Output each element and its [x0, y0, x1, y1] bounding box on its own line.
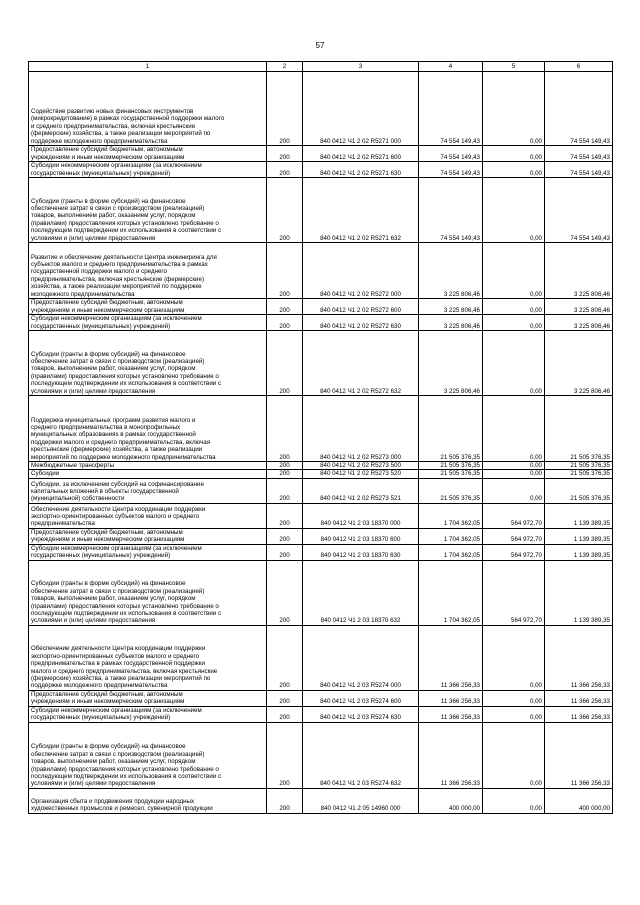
- amount-cell: 11 366 256,33: [419, 625, 483, 690]
- code-cell: 200: [267, 706, 303, 722]
- amount-cell: 11 366 256,33: [545, 690, 613, 706]
- amount-cell: 11 366 256,33: [545, 722, 613, 788]
- table-row: [29, 470, 613, 478]
- code-cell: 200: [267, 243, 303, 299]
- amount-cell: 3 225 806,46: [545, 243, 613, 299]
- table-row: [29, 690, 613, 706]
- amount-cell: 11 366 256,33: [419, 722, 483, 788]
- table-row: [29, 396, 613, 462]
- classification-code-cell: 840 0412 Ч1 2 02 R5272 000: [303, 243, 419, 299]
- budget-table: [28, 61, 613, 814]
- table-body: [29, 72, 613, 814]
- amount-cell: 0,00: [483, 178, 545, 243]
- amount-cell: 74 554 149,43: [419, 146, 483, 162]
- item-name-cell: Субсидии некоммерческим организациям (за исключением государственных (муниципальных) учреждений): [29, 315, 267, 331]
- classification-code-cell: 840 0412 Ч1 2 02 R5273 520: [303, 470, 419, 478]
- amount-cell: 1 139 389,35: [545, 560, 613, 625]
- amount-cell: 3 225 806,46: [545, 315, 613, 331]
- code-cell: 200: [267, 462, 303, 470]
- table-row: [29, 299, 613, 315]
- amount-cell: 1 704 362,05: [419, 503, 483, 528]
- amount-cell: 0,00: [483, 470, 545, 478]
- table-row: [29, 503, 613, 528]
- table-row: [29, 722, 613, 788]
- amount-cell: 3 225 806,46: [419, 331, 483, 396]
- table-row: [29, 706, 613, 722]
- item-name-cell: Субсидии (гранты в форме субсидий) на финансовое обеспечение затрат в связи с производством (реализацией) товаров, выполнением работ, оказанием услуг, порядком (правилами) предоставления которых установлено требование о последующем подтверждении их использования в соответствии с условиями и (или) целями предоставления: [29, 331, 267, 396]
- code-cell: 200: [267, 544, 303, 560]
- amount-cell: 0,00: [483, 299, 545, 315]
- table-row: [29, 162, 613, 178]
- item-name-cell: Поддержка муниципальных программ развития малого и среднего предпринимательства в монопрофильных муниципальных образованиях в рамках государственной поддержки малого и среднего предпринимательства, включая крестьянские (фермерские) хозяйства, а также реализации мероприятий по поддержке молодежного предпринимательства: [29, 396, 267, 462]
- item-name-cell: Предоставление субсидий бюджетным, автономным учреждениям и иным некоммерческим организациям: [29, 690, 267, 706]
- table-row: [29, 72, 613, 146]
- amount-cell: 400 000,00: [419, 788, 483, 813]
- amount-cell: 21 505 376,35: [419, 470, 483, 478]
- code-cell: 200: [267, 722, 303, 788]
- amount-cell: 3 225 806,46: [545, 299, 613, 315]
- item-name-cell: Субсидии некоммерческим организациям (за исключением государственных (муниципальных) учреждений): [29, 162, 267, 178]
- item-name-cell: Развитие и обеспечение деятельности Центра инжиниринга для субъектов малого и среднего предпринимательства в рамках государственной поддержки малого и среднего предпринимательства, включая крестьянские (фермерские) хозяйства, а также реализации мероприятий по поддержке молодежного предпринимательства: [29, 243, 267, 299]
- classification-code-cell: 840 0412 Ч1 2 02 R5271 000: [303, 72, 419, 146]
- code-cell: 200: [267, 162, 303, 178]
- column-header: 4: [419, 62, 483, 72]
- table-row: [29, 625, 613, 690]
- table-row: [29, 560, 613, 625]
- code-cell: 200: [267, 299, 303, 315]
- code-cell: 200: [267, 478, 303, 503]
- column-header: 2: [267, 62, 303, 72]
- item-name-cell: Субсидии (гранты в форме субсидий) на финансовое обеспечение затрат в связи с производством (реализацией) товаров, выполнением работ, оказанием услуг, порядком (правилами) предоставления которых установлено требование о последующем подтверждении их использования в соответствии с условиями и (или) целями предоставления: [29, 560, 267, 625]
- amount-cell: 1 704 362,05: [419, 560, 483, 625]
- code-cell: 200: [267, 315, 303, 331]
- item-name-cell: Обеспечение деятельности Центра координации поддержки экспортно-ориентированных субъектов малого и среднего предпринимательства в рамках государственной поддержки малого и среднего предпринимательства, включая крестьянские (фермерские) хозяйства, а также реализации мероприятий по поддержке молодежного предпринимательства: [29, 625, 267, 690]
- amount-cell: 74 554 149,43: [545, 72, 613, 146]
- amount-cell: 1 139 389,35: [545, 528, 613, 544]
- amount-cell: 0,00: [483, 706, 545, 722]
- amount-cell: 11 366 256,33: [545, 625, 613, 690]
- amount-cell: 74 554 149,43: [419, 162, 483, 178]
- amount-cell: 0,00: [483, 72, 545, 146]
- classification-code-cell: 840 0412 Ч1 2 03 R5274 000: [303, 625, 419, 690]
- item-name-cell: Субсидии, за исключением субсидий на софинансирование капитальных вложений в объекты государственной (муниципальной) собственности: [29, 478, 267, 503]
- amount-cell: 0,00: [483, 788, 545, 813]
- amount-cell: 21 505 376,35: [419, 478, 483, 503]
- item-name-cell: Предоставление субсидий бюджетным, автономным учреждениям и иным некоммерческим организациям: [29, 146, 267, 162]
- table-row: [29, 243, 613, 299]
- amount-cell: 564 972,70: [483, 544, 545, 560]
- code-cell: 200: [267, 72, 303, 146]
- item-name-cell: Субсидии некоммерческим организациям (за исключением государственных (муниципальных) учреждений): [29, 706, 267, 722]
- column-header: 5: [483, 62, 545, 72]
- amount-cell: 11 366 256,33: [419, 706, 483, 722]
- code-cell: 200: [267, 470, 303, 478]
- code-cell: 200: [267, 178, 303, 243]
- table-row: [29, 178, 613, 243]
- table-row: [29, 462, 613, 470]
- classification-code-cell: 840 0412 Ч1 2 02 R5272 632: [303, 331, 419, 396]
- classification-code-cell: 840 0412 Ч1 2 02 R5271 632: [303, 178, 419, 243]
- amount-cell: 0,00: [483, 162, 545, 178]
- classification-code-cell: 840 0412 Ч1 2 02 R5273 500: [303, 462, 419, 470]
- item-name-cell: Предоставление субсидий бюджетным, автономным учреждениям и иным некоммерческим организациям: [29, 528, 267, 544]
- item-name-cell: Содействие развитию новых финансовых инструментов (микрокредитование) в рамках государственной поддержки малого и среднего предпринимательства, включая крестьянские (фермерские) хозяйства, а также реализации мероприятий по поддержке молодежного предпринимательства: [29, 72, 267, 146]
- table-row: [29, 478, 613, 503]
- classification-code-cell: 840 0412 Ч1 2 03 18370 000: [303, 503, 419, 528]
- amount-cell: 1 139 389,35: [545, 503, 613, 528]
- table-row: [29, 544, 613, 560]
- code-cell: 200: [267, 331, 303, 396]
- amount-cell: 0,00: [483, 478, 545, 503]
- code-cell: 200: [267, 528, 303, 544]
- classification-code-cell: 840 0412 Ч1 2 03 R5274 600: [303, 690, 419, 706]
- amount-cell: 74 554 149,43: [545, 162, 613, 178]
- table-header-row: [29, 62, 613, 72]
- classification-code-cell: 840 0412 Ч1 2 03 18370 630: [303, 544, 419, 560]
- item-name-cell: Предоставление субсидий бюджетным, автономным учреждениям и иным некоммерческим организациям: [29, 299, 267, 315]
- classification-code-cell: 840 0412 Ч1 2 02 R5271 630: [303, 162, 419, 178]
- classification-code-cell: 840 0412 Ч1 2 02 R5271 600: [303, 146, 419, 162]
- amount-cell: 0,00: [483, 690, 545, 706]
- amount-cell: 74 554 149,43: [419, 72, 483, 146]
- classification-code-cell: 840 0412 Ч1 2 02 R5273 521: [303, 478, 419, 503]
- amount-cell: 3 225 806,46: [545, 331, 613, 396]
- code-cell: 200: [267, 560, 303, 625]
- amount-cell: 3 225 806,46: [419, 299, 483, 315]
- table-row: [29, 315, 613, 331]
- classification-code-cell: 840 0412 Ч1 2 02 R5273 000: [303, 396, 419, 462]
- amount-cell: 564 972,70: [483, 560, 545, 625]
- amount-cell: 0,00: [483, 722, 545, 788]
- amount-cell: 21 505 376,35: [545, 478, 613, 503]
- amount-cell: 1 704 362,05: [419, 544, 483, 560]
- amount-cell: 21 505 376,35: [419, 396, 483, 462]
- column-header: 3: [303, 62, 419, 72]
- amount-cell: 0,00: [483, 331, 545, 396]
- amount-cell: 74 554 149,43: [419, 178, 483, 243]
- amount-cell: 0,00: [483, 315, 545, 331]
- amount-cell: 21 505 376,35: [545, 396, 613, 462]
- amount-cell: 0,00: [483, 396, 545, 462]
- amount-cell: 11 366 256,33: [419, 690, 483, 706]
- item-name-cell: Субсидии: [29, 470, 267, 478]
- amount-cell: 564 972,70: [483, 503, 545, 528]
- amount-cell: 74 554 149,43: [545, 146, 613, 162]
- amount-cell: 3 225 806,46: [419, 243, 483, 299]
- item-name-cell: Организация сбыта и продвижения продукции народных художественных промыслов и ремесел, сувенирной продукции: [29, 788, 267, 813]
- amount-cell: 3 225 806,46: [419, 315, 483, 331]
- amount-cell: 0,00: [483, 243, 545, 299]
- page-number: 57: [315, 41, 325, 50]
- amount-cell: 21 505 376,35: [545, 462, 613, 470]
- table-row: [29, 146, 613, 162]
- item-name-cell: Межбюджетные трансферты: [29, 462, 267, 470]
- classification-code-cell: 840 0412 Ч1 2 05 14960 000: [303, 788, 419, 813]
- item-name-cell: Обеспечение деятельности Центра координации поддержки экспортно-ориентированных субъектов малого и среднего предпринимательства: [29, 503, 267, 528]
- code-cell: 200: [267, 503, 303, 528]
- amount-cell: 0,00: [483, 146, 545, 162]
- item-name-cell: Субсидии (гранты в форме субсидий) на финансовое обеспечение затрат в связи с производством (реализацией) товаров, выполнением работ, оказанием услуг, порядком (правилами) предоставления которых установлено требование о последующем подтверждении их использования в соответствии с условиями и (или) целями предоставления: [29, 722, 267, 788]
- amount-cell: 564 972,70: [483, 528, 545, 544]
- code-cell: 200: [267, 396, 303, 462]
- amount-cell: 21 505 376,35: [419, 462, 483, 470]
- classification-code-cell: 840 0412 Ч1 2 03 18370 632: [303, 560, 419, 625]
- item-name-cell: Субсидии (гранты в форме субсидий) на финансовое обеспечение затрат в связи с производством (реализацией) товаров, выполнением работ, оказанием услуг, порядком (правилами) предоставления которых установлено требование о последующем подтверждении их использования в соответствии с условиями и (или) целями предоставления: [29, 178, 267, 243]
- amount-cell: 0,00: [483, 625, 545, 690]
- amount-cell: 1 139 389,35: [545, 544, 613, 560]
- table-row: [29, 528, 613, 544]
- classification-code-cell: 840 0412 Ч1 2 03 18370 600: [303, 528, 419, 544]
- classification-code-cell: 840 0412 Ч1 2 02 R5272 630: [303, 315, 419, 331]
- amount-cell: 21 505 376,35: [545, 470, 613, 478]
- code-cell: 200: [267, 788, 303, 813]
- code-cell: 200: [267, 690, 303, 706]
- amount-cell: 0,00: [483, 462, 545, 470]
- column-header: 6: [545, 62, 613, 72]
- classification-code-cell: 840 0412 Ч1 2 03 R5274 630: [303, 706, 419, 722]
- item-name-cell: Субсидии некоммерческим организациям (за исключением государственных (муниципальных) учреждений): [29, 544, 267, 560]
- table-row: [29, 331, 613, 396]
- classification-code-cell: 840 0412 Ч1 2 02 R5272 600: [303, 299, 419, 315]
- table-row: [29, 788, 613, 813]
- amount-cell: 400 000,00: [545, 788, 613, 813]
- amount-cell: 1 704 362,05: [419, 528, 483, 544]
- amount-cell: 11 366 256,33: [545, 706, 613, 722]
- code-cell: 200: [267, 146, 303, 162]
- column-header: 1: [29, 62, 267, 72]
- classification-code-cell: 840 0412 Ч1 2 03 R5274 632: [303, 722, 419, 788]
- amount-cell: 74 554 149,43: [545, 178, 613, 243]
- code-cell: 200: [267, 625, 303, 690]
